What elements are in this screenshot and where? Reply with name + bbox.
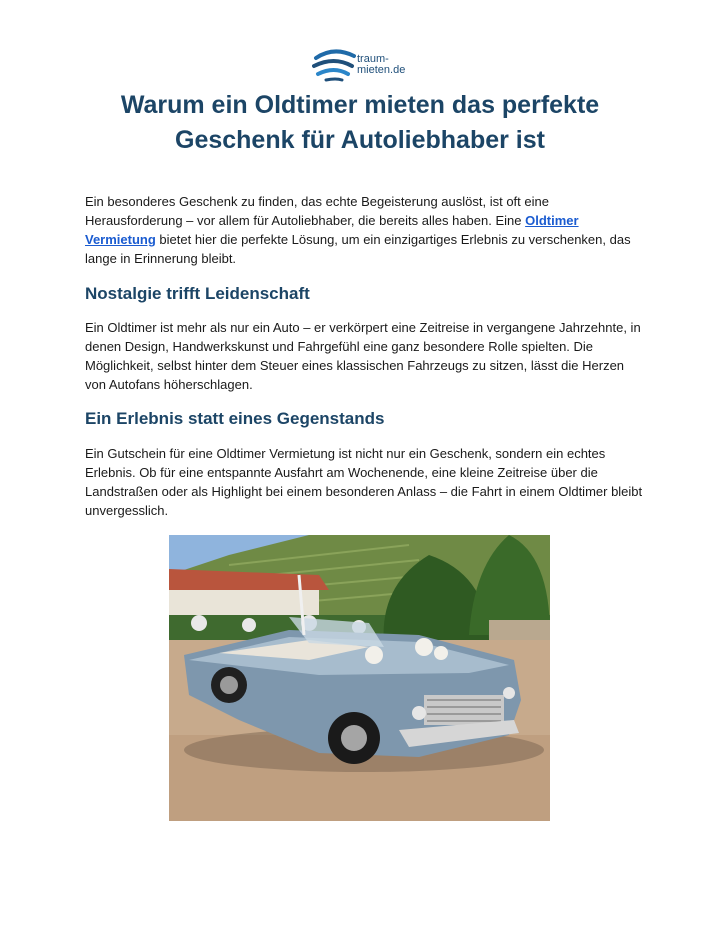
intro-text-after-link: bietet hier die perfekte Lösung, um ein einzigartiges Erlebnis zu verschenken, das lange in Erinnerung bleibt. [85,232,631,266]
intro-text-before-link: Ein besonderes Geschenk zu finden, das echte Begeisterung auslöst, ist oft eine Herausforderung – vor allem für Autoliebhaber, die bereits alles haben. Eine [85,194,549,228]
logo-text-line2: mieten.de [357,64,406,76]
brand-logo[interactable] [312,44,412,84]
section2-heading: Ein Erlebnis statt eines Gegenstands [85,409,385,428]
car-photo-illustration [169,535,550,821]
logo-wordmark [357,54,405,76]
logo-mark-icon [312,44,356,84]
article-title: Warum ein Oldtimer mieten das perfekte Geschenk für Autoliebhaber ist [120,91,600,154]
section2-paragraph: Ein Gutschein für eine Oldtimer Vermietung ist nicht nur ein Geschenk, sondern ein echtes Erlebnis. Ob für eine entspannte Ausfahrt am Wochenende, eine kleine Zeitreise über die Landstraßen oder als Highlight bei einem besonderen Anlass – die Fahrt in einem Oldtimer bleibt unvergesslich. [85,446,643,518]
oldtimer-vermietung-link[interactable]: Oldtimer Vermietung [85,213,579,247]
intro-paragraph [85,192,645,268]
logo-text-line1: traum- [357,53,389,65]
section1-paragraph: Ein Oldtimer ist mehr als nur ein Auto – er verkörpert eine Zeitreise in vergangene Jahrzehnte, in denen Design, Handwerkskunst und Fahrgefühl eine ganz besondere Rolle spielten. Die Möglichkeit, selbst hinter dem Steuer eines klassischen Fahrzeugs zu sitzen, lässt die Herzen von Autofans höherschlagen. [85,320,641,392]
section1-heading: Nostalgie trifft Leidenschaft [85,284,310,303]
cadillac-convertible-photo [169,535,550,821]
